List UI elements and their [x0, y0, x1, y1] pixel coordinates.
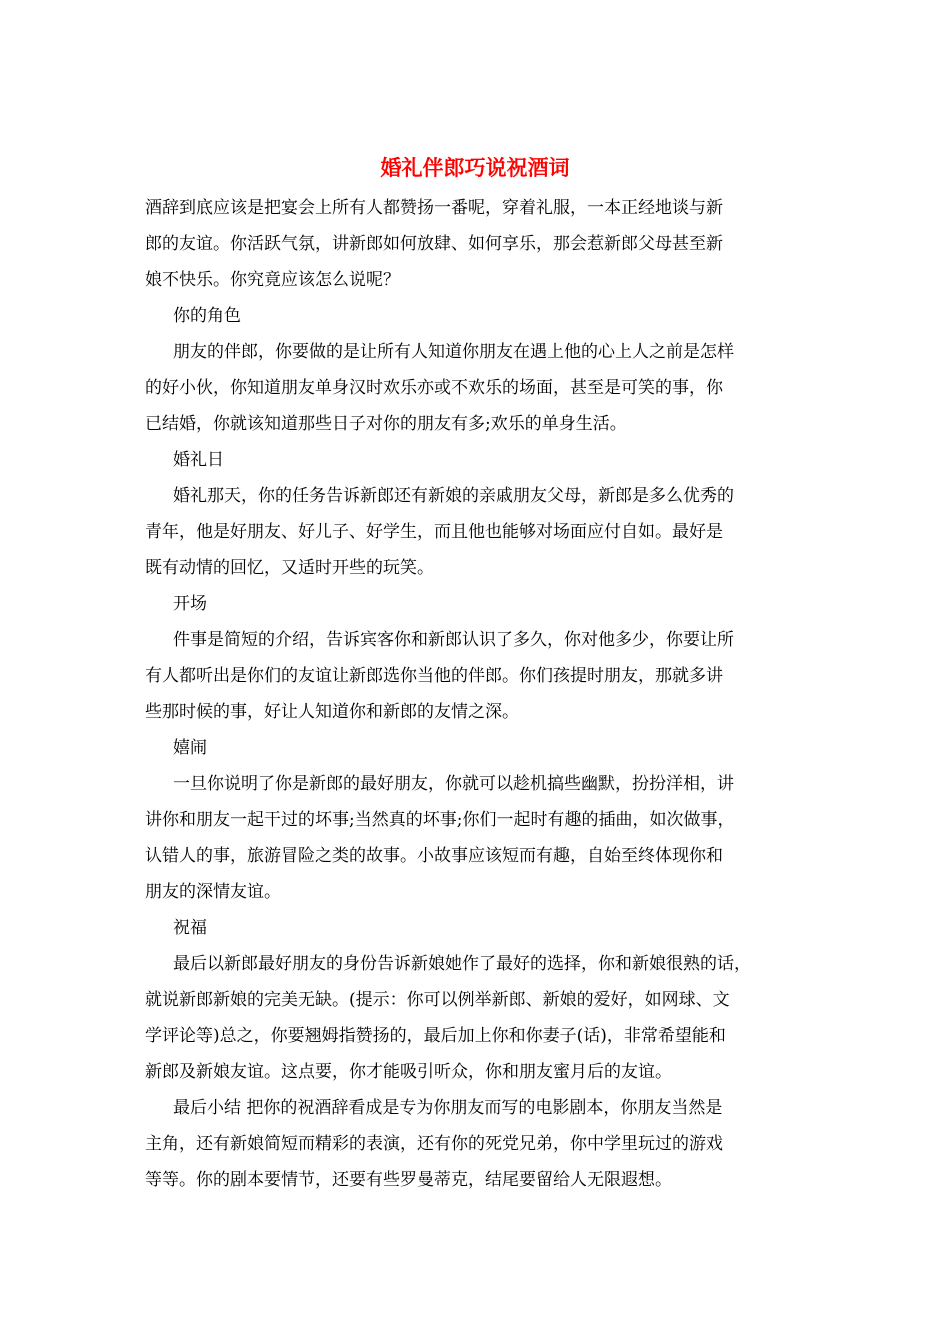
text-line: 主角，还有新娘简短而精彩的表演，还有你的死党兄弟，你中学里玩过的游戏	[145, 1134, 723, 1154]
section-heading	[145, 298, 815, 334]
text-line: 祝福	[173, 918, 207, 938]
text-line: 学评论等)总之，你要翘姆指赞扬的，最后加上你和你妻子(话)，非常希望能和	[145, 1026, 726, 1046]
body-paragraph	[145, 478, 815, 586]
text-line: 你的角色	[173, 306, 241, 326]
body-paragraph	[145, 190, 815, 298]
text-line: 些那时候的事，好让人知道你和新郎的友情之深。	[145, 702, 519, 722]
text-line: 新郎及新娘友谊。这点要，你才能吸引听众，你和朋友蜜月后的友谊。	[145, 1062, 672, 1082]
body-paragraph	[145, 1090, 815, 1198]
body-paragraph	[145, 946, 815, 1090]
text-line: 讲你和朋友一起干过的坏事;当然真的坏事;你们一起时有趣的插曲，如次做事，	[145, 810, 735, 830]
body-paragraph	[145, 622, 815, 730]
text-line: 嬉闹	[173, 738, 207, 758]
text-line: 一旦你说明了你是新郎的最好朋友，你就可以趁机搞些幽默，扮扮洋相，讲	[173, 774, 734, 794]
text-line: 婚礼日	[173, 450, 224, 470]
section-heading	[145, 730, 815, 766]
body-paragraph	[145, 766, 815, 910]
document-title: 婚礼伴郎巧说祝酒词	[380, 155, 570, 180]
text-line: 认错人的事，旅游冒险之类的故事。小故事应该短而有趣，自始至终体现你和	[145, 846, 723, 866]
text-line: 开场	[173, 594, 207, 614]
text-line: 最后小结 把你的祝酒辞看成是专为你朋友而写的电影剧本，你朋友当然是	[173, 1098, 723, 1118]
text-line: 件事是简短的介绍，告诉宾客你和新郎认识了多久，你对他多少，你要让所	[173, 630, 734, 650]
text-line: 朋友的伴郎，你要做的是让所有人知道你朋友在遇上他的心上人之前是怎样	[173, 342, 734, 362]
section-heading	[145, 442, 815, 478]
text-line: 婚礼那天，你的任务告诉新郎还有新娘的亲戚朋友父母，新郎是多么优秀的	[173, 486, 734, 506]
text-line: 最后以新郎最好朋友的身份告诉新娘她作了最好的选择，你和新娘很熟的话，	[173, 954, 751, 974]
document-body	[145, 190, 815, 1198]
text-line: 酒辞到底应该是把宴会上所有人都赞扬一番呢，穿着礼服，一本正经地谈与新	[145, 198, 723, 218]
text-line: 青年，他是好朋友、好儿子、好学生，而且他也能够对场面应付自如。最好是	[145, 522, 723, 542]
section-heading	[145, 586, 815, 622]
section-heading	[145, 910, 815, 946]
text-line: 就说新郎新娘的完美无缺。(提示：你可以例举新郎、新娘的爱好，如网球、文	[145, 990, 730, 1010]
text-line: 娘不快乐。你究竟应该怎么说呢？	[145, 270, 400, 290]
text-line: 已结婚，你就该知道那些日子对你的朋友有多;欢乐的单身生活。	[145, 414, 627, 434]
text-line: 朋友的深情友谊。	[145, 882, 281, 902]
text-line: 等等。你的剧本要情节，还要有些罗曼蒂克，结尾要留给人无限遐想。	[145, 1170, 672, 1190]
text-line: 的好小伙，你知道朋友单身汉时欢乐亦或不欢乐的场面，甚至是可笑的事，你	[145, 378, 723, 398]
body-paragraph	[145, 334, 815, 442]
text-line: 有人都听出是你们的友谊让新郎选你当他的伴郎。你们孩提时朋友，那就多讲	[145, 666, 723, 686]
text-line: 既有动情的回忆，又适时开些的玩笑。	[145, 558, 434, 578]
text-line: 郎的友谊。你活跃气氛，讲新郎如何放肆、如何享乐，那会惹新郎父母甚至新	[145, 234, 723, 254]
